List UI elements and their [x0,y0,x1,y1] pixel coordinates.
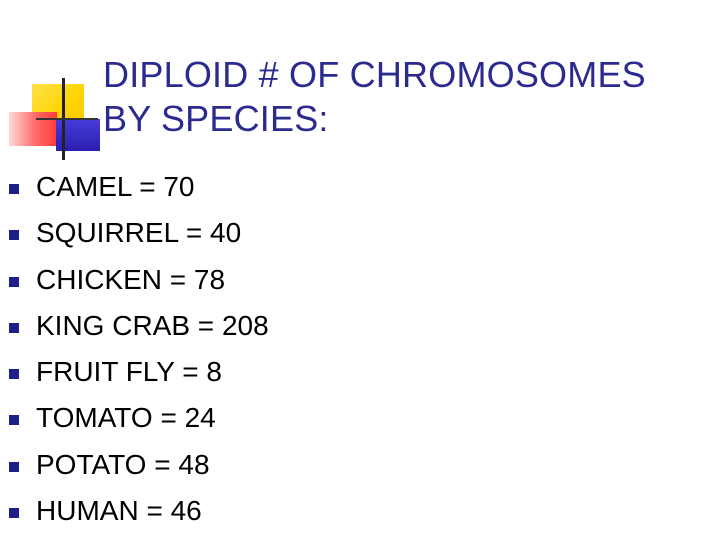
list-item [0,257,720,303]
list-item [0,488,720,534]
list-item-label: CAMEL = 70 [36,171,195,202]
slide-title-line-1: DIPLOID # OF CHROMOSOMES [103,54,646,95]
slide-title-line-2: BY SPECIES: [103,98,329,139]
square-bullet-icon [9,462,19,472]
list-item [0,442,720,488]
slide-decoration-icon [0,0,110,170]
slide-title [103,53,703,141]
list-item [0,395,720,441]
list-item-label: HUMAN = 46 [36,495,202,527]
horizontal-line-shape [36,118,98,120]
list-item-label: KING CRAB = 208 [36,309,269,341]
list-item [0,303,720,349]
list-item-label: FRUIT FLY = 8 [36,356,222,388]
square-bullet-icon [9,277,19,287]
list-item-label: TOMATO = 24 [36,402,216,434]
square-bullet-icon [9,369,19,379]
square-bullet-icon [9,415,19,425]
list-item-label: POTATO = 48 [36,448,210,480]
square-bullet-icon [9,323,19,333]
list-item [0,164,720,210]
list-item-label: CHICKEN = 78 [36,263,226,295]
square-bullet-icon [9,230,19,240]
square-bullet-icon [9,508,19,518]
list-item [0,210,720,256]
list-item-label: SQUIRREL = 40 [36,217,242,249]
square-bullet-icon [9,184,19,194]
list-item [0,349,720,395]
species-list [0,164,720,534]
